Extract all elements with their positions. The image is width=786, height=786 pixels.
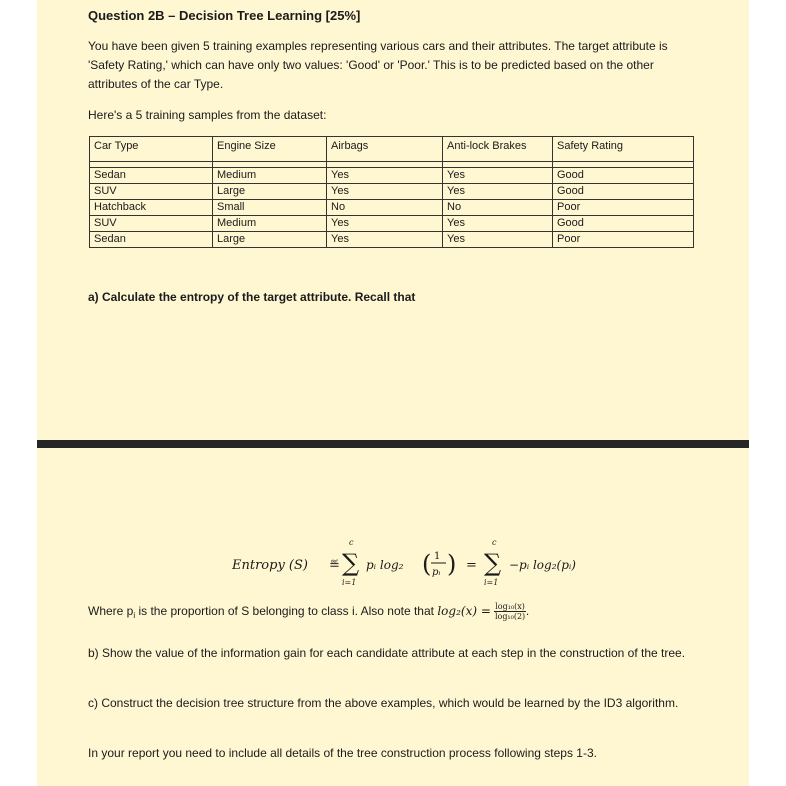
table-cell: Medium	[213, 168, 327, 184]
table-row	[90, 216, 694, 232]
page-divider	[37, 440, 749, 448]
table-cell: Yes	[327, 216, 443, 232]
part-a-text: a) Calculate the entropy of the target attribute. Recall that	[88, 290, 416, 304]
table-row	[90, 184, 694, 200]
part-b-text: b) Show the value of the information gain for each candidate attribute at each step in the construction of the tree.	[88, 646, 686, 660]
table-row	[90, 168, 694, 184]
table-cell: Sedan	[90, 168, 213, 184]
table-cell: SUV	[90, 184, 213, 200]
sum-symbol-1: ∑	[342, 549, 360, 577]
formula-term1: pᵢ log₂	[366, 558, 404, 572]
table-cell: Medium	[213, 216, 327, 232]
table-cell: Good	[553, 184, 694, 200]
frac-den: pᵢ	[432, 567, 441, 578]
table-cell: Good	[553, 168, 694, 184]
table-header-row	[90, 137, 694, 162]
log-frac-num: log₁₀(x)	[495, 602, 525, 612]
where-subscript: i	[133, 611, 136, 620]
table-row	[90, 232, 694, 248]
entropy-formula	[232, 537, 612, 591]
report-note: In your report you need to include all details of the tree construction process following steps 1-3.	[88, 746, 597, 760]
sum-lower-2: i=1	[484, 578, 499, 587]
table-cell: Sedan	[90, 232, 213, 248]
table-cell: Yes	[327, 168, 443, 184]
sum-upper-2: c	[492, 538, 497, 547]
question-heading: Question 2B – Decision Tree Learning [25%]	[88, 8, 361, 23]
table-header-cell: Car Type	[90, 137, 213, 162]
frac-num: 1	[434, 551, 441, 562]
where-end: .	[525, 604, 530, 618]
table-cell: Large	[213, 184, 327, 200]
table-header-cell: Engine Size	[213, 137, 327, 162]
sum-symbol-2: ∑	[484, 549, 502, 577]
table-row	[90, 200, 694, 216]
table-cell: Good	[553, 216, 694, 232]
table-cell: No	[327, 200, 443, 216]
log-lhs: log₂(x) =	[437, 604, 491, 618]
table-cell: Yes	[443, 184, 553, 200]
right-paren: )	[447, 550, 457, 578]
formula-lhs: Entropy (S)	[232, 558, 308, 573]
table-cell: Small	[213, 200, 327, 216]
table-cell: Yes	[443, 216, 553, 232]
table-cell: Yes	[327, 232, 443, 248]
where-line	[88, 602, 688, 625]
log-fraction	[494, 602, 526, 621]
table-cell: Large	[213, 232, 327, 248]
samples-intro: Here's a 5 training samples from the dataset:	[88, 108, 327, 122]
table-header-cell: Anti-lock Brakes	[443, 137, 553, 162]
training-data-table	[89, 136, 694, 248]
table-cell: No	[443, 200, 553, 216]
where-middle: is the proportion of S belonging to class i. Also note that	[135, 604, 438, 618]
sum-upper-1: c	[349, 538, 354, 547]
table-cell: SUV	[90, 216, 213, 232]
left-paren: (	[422, 550, 432, 578]
log-frac-den: log₁₀(2)	[494, 612, 526, 622]
formula-term2: −pᵢ log₂(pᵢ)	[509, 558, 576, 572]
sum-lower-1: i=1	[342, 578, 357, 587]
table-cell: Yes	[327, 184, 443, 200]
table-header-cell: Safety Rating	[553, 137, 694, 162]
intro-paragraph: You have been given 5 training examples representing various cars and their attributes. The target attribute is 'Safety Rating,' which can have only two values: 'Good' or 'Poor.' This is to be predicted based on the other attributes of the car Type.	[88, 39, 668, 91]
table-cell: Poor	[553, 232, 694, 248]
formula-def-symbol: ≝	[329, 558, 340, 573]
formula-equals: =	[466, 558, 477, 573]
part-c-text: c) Construct the decision tree structure from the above examples, which would be learned by the ID3 algorithm.	[88, 696, 679, 710]
table-cell: Yes	[443, 232, 553, 248]
table-cell: Poor	[553, 200, 694, 216]
where-prefix: Where p	[88, 604, 134, 618]
table-header-cell: Airbags	[327, 137, 443, 162]
table-cell: Yes	[443, 168, 553, 184]
table-cell: Hatchback	[90, 200, 213, 216]
